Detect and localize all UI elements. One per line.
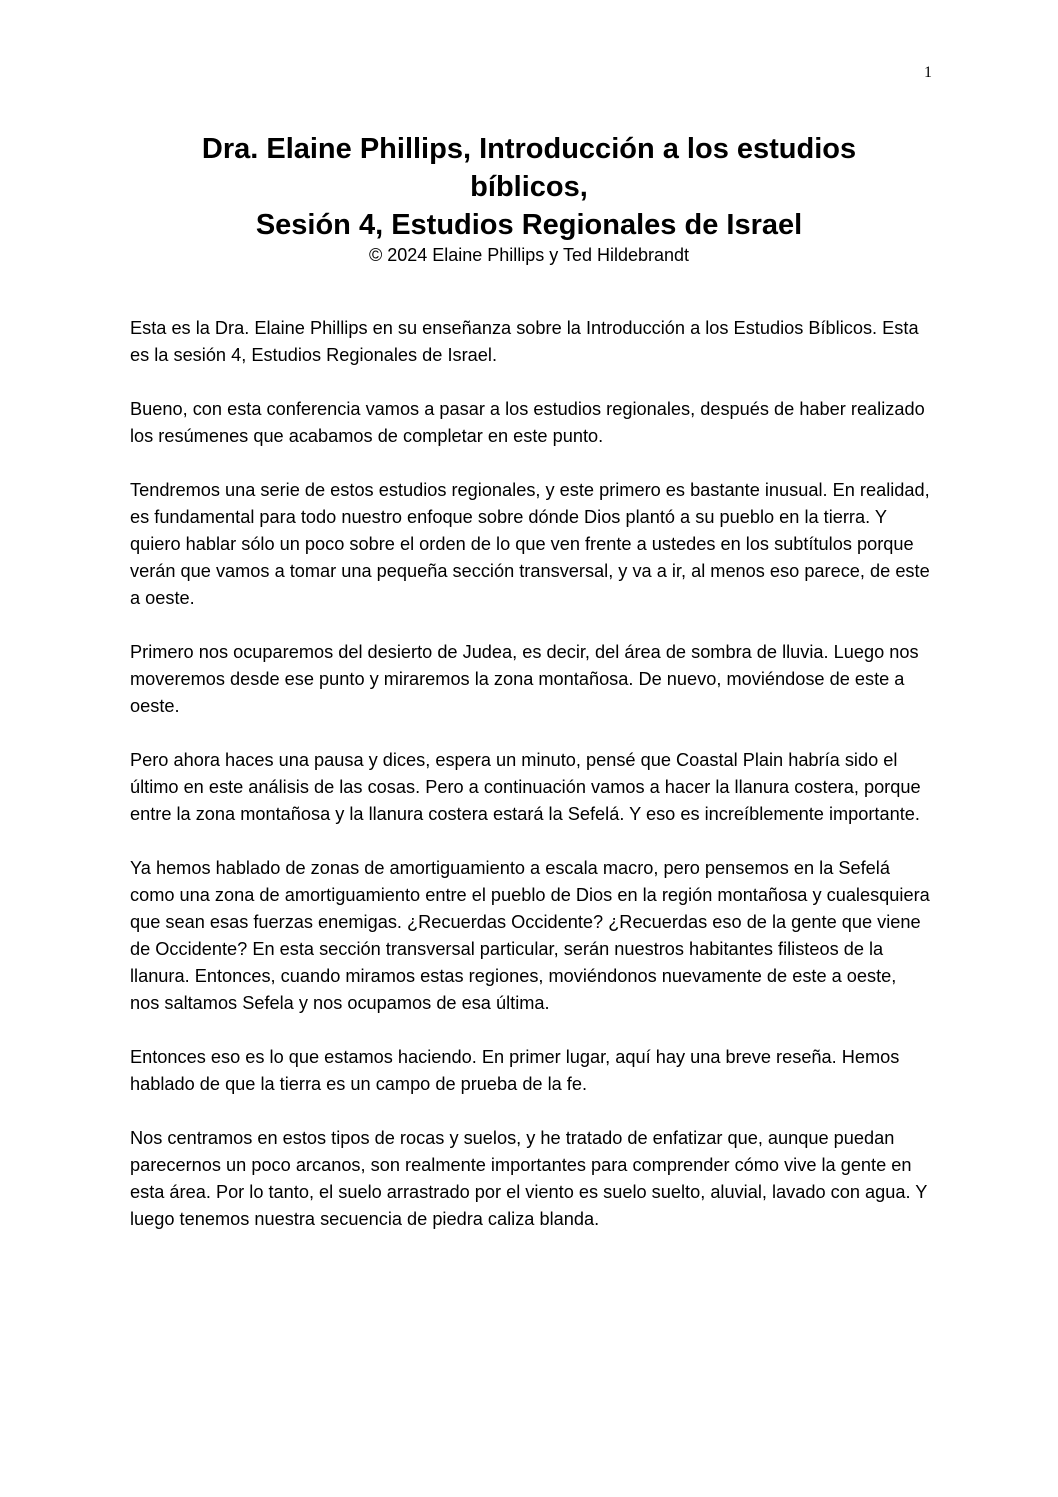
page-number: 1 [924, 64, 932, 81]
paragraph: Bueno, con esta conferencia vamos a pasar a los estudios regionales, después de haber realizado los resúmenes que acabamos de completar en este punto. [130, 399, 925, 446]
copyright-notice: © 2024 Elaine Phillips y Ted Hildebrandt [368, 245, 690, 265]
paragraph: Esta es la Dra. Elaine Phillips en su enseñanza sobre la Introducción a los Estudios Bíblicos. Esta es la sesión 4, Estudios Regionales de Israel. [130, 318, 919, 365]
document-body [130, 315, 930, 1260]
paragraph: Ya hemos hablado de zonas de amortiguamiento a escala macro, pero pensemos en la Sefelá como una zona de amortiguamiento entre el pueblo de Dios en la región montañosa y cualesquiera que sean esas fuerzas enemigas. ¿Recuerdas Occidente? ¿Recuerdas eso de la gente que viene de Occidente? En esta sección transversal particular, serán nuestros habitantes filisteos de la llanura. Entonces, cuando miramos estas regiones, moviéndonos nuevamente de este a oeste, nos saltamos Sefela y nos ocupamos de esa última. [130, 858, 930, 1013]
paragraph: Tendremos una serie de estos estudios regionales, y este primero es bastante inusual. En realidad, es fundamental para todo nuestro enfoque sobre dónde Dios plantó a su pueblo en la tierra. Y quiero hablar sólo un poco sobre el orden de lo que ven frente a ustedes en los subtítulos porque verán que vamos a tomar una pequeña sección transversal, y va a ir, al menos eso parece, de este a oeste. [130, 480, 930, 608]
document-title-line-2: bíblicos, [470, 171, 588, 203]
document-title-line-3: Sesión 4, Estudios Regionales de Israel [255, 209, 803, 241]
paragraph: Primero nos ocuparemos del desierto de Judea, es decir, del área de sombra de lluvia. Luego nos moveremos desde ese punto y miraremos la zona montañosa. De nuevo, moviéndose de este a oeste. [130, 642, 919, 716]
document-header [120, 130, 938, 266]
document-title-line-1: Dra. Elaine Phillips, Introducción a los estudios [201, 133, 857, 165]
paragraph: Entonces eso es lo que estamos haciendo. En primer lugar, aquí hay una breve reseña. Hemos hablado de que la tierra es un campo de prueba de la fe. [130, 1047, 900, 1094]
paragraph: Nos centramos en estos tipos de rocas y suelos, y he tratado de enfatizar que, aunque puedan parecernos un poco arcanos, son realmente importantes para comprender cómo vive la gente en esta área. Por lo tanto, el suelo arrastrado por el viento es suelo suelto, aluvial, lavado con agua. Y luego tenemos nuestra secuencia de piedra caliza blanda. [130, 1128, 928, 1229]
paragraph: Pero ahora haces una pausa y dices, espera un minuto, pensé que Coastal Plain habría sido el último en este análisis de las cosas. Pero a continuación vamos a hacer la llanura costera, porque entre la zona montañosa y la llanura costera estará la Sefelá. Y eso es increíblemente importante. [130, 750, 921, 824]
